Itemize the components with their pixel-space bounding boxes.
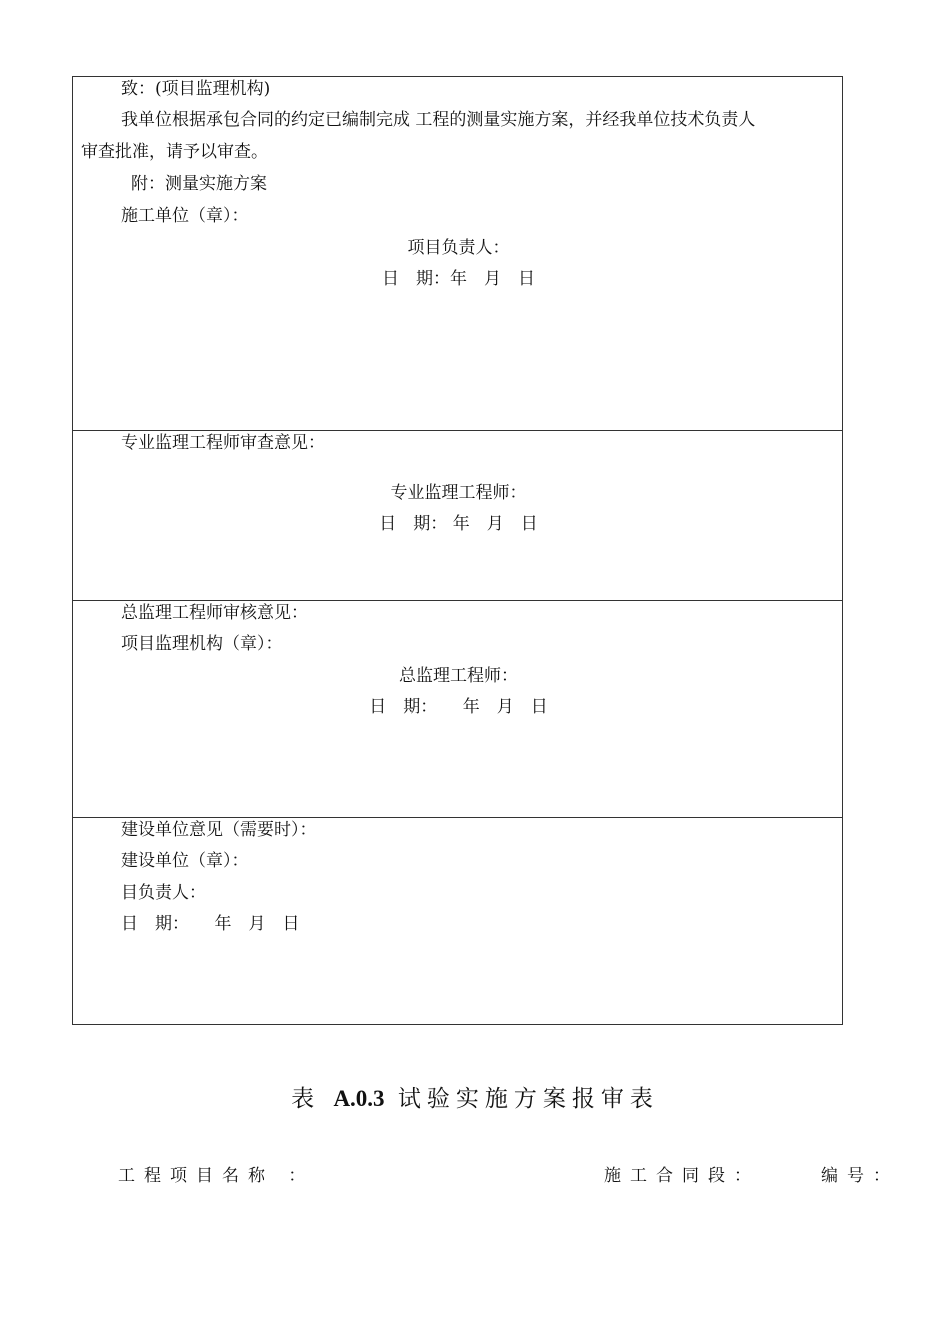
supervision-agency-seal: 项目监理机构（章）：	[121, 634, 283, 654]
construction-unit-seal: 施工单位（章）：	[121, 206, 249, 226]
owner-opinion-label: 建设单位意见（需要时）：	[121, 820, 317, 840]
form-title	[0, 1080, 950, 1113]
application-body-line-2: 审查批准，请予以审查。	[81, 142, 268, 162]
specialist-date: 日 期： 年 月 日	[379, 514, 538, 534]
addressee-line: 致：(项目监理机构)	[121, 79, 271, 99]
specialist-opinion-label: 专业监理工程师审查意见：	[121, 433, 325, 453]
form-title-prefix: 表	[291, 1086, 321, 1112]
owner-date: 日 期： 年 月 日	[121, 914, 300, 934]
chief-date: 日 期： 年 月 日	[369, 697, 548, 717]
project-manager-signature: 项目负责人：	[407, 238, 510, 258]
chief-review-section	[73, 601, 842, 818]
owner-manager-signature: 目负责人：	[121, 883, 206, 903]
contract-section-label: 施工合同段：	[604, 1166, 760, 1186]
document-number-label: 编号：	[821, 1166, 899, 1186]
owner-opinion-section	[73, 818, 842, 1024]
specialist-review-section	[73, 431, 842, 601]
application-body-line-1: 我单位根据承包合同的约定已编制完成 工程的测量实施方案，并经我单位技术负责人	[121, 110, 756, 130]
owner-unit-seal: 建设单位（章）：	[121, 851, 249, 871]
chief-opinion-label: 总监理工程师审核意见：	[121, 603, 308, 623]
specialist-engineer-signature: 专业监理工程师：	[390, 483, 527, 503]
applicant-date: 日 期：年 月 日	[382, 269, 535, 289]
form-title-name: 试验实施方案报审表	[397, 1086, 659, 1112]
form-code: A.0.3	[333, 1086, 385, 1111]
attachment-line: 附：测量实施方案	[131, 174, 267, 194]
project-name-label: 工程项目名称 ：	[118, 1166, 315, 1186]
approval-form-table	[72, 76, 843, 1025]
applicant-section	[73, 77, 842, 431]
chief-engineer-signature: 总监理工程师：	[399, 666, 518, 686]
